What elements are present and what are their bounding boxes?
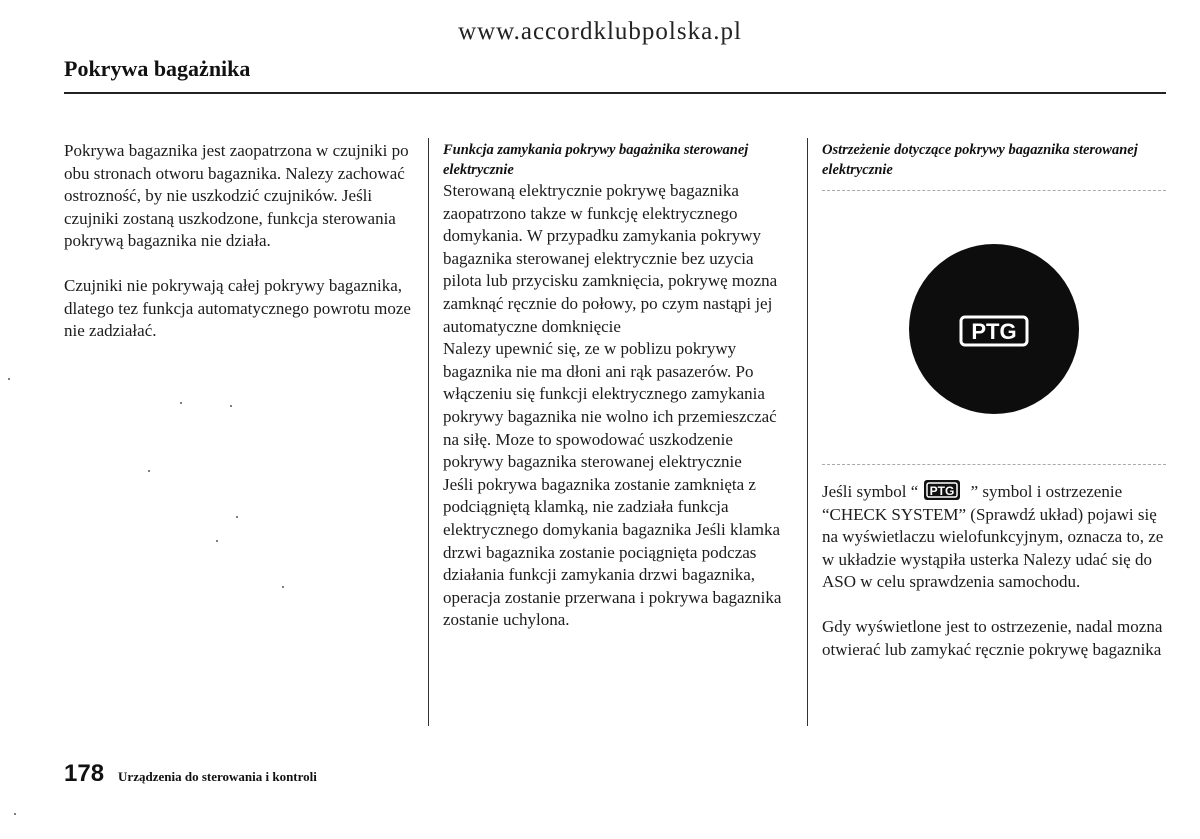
- symbol-text-suffix: ” symbol i ostrzezenie “CHECK SYSTEM” (Sprawdź układ) pojawi się na wyświetlaczu wielofunkcyjnym, oznacza to, ze w układzie wystąpiła usterka Nalezy udać się do ASO w celu sprawdzenia samochodu.: [822, 482, 1164, 592]
- column-1: [64, 140, 416, 343]
- column-3-body: [822, 480, 1166, 661]
- indicator-label: PTG: [971, 319, 1017, 344]
- paragraph: Jeśli pokrywa bagaznika zostanie zamknięta z podciągniętą klamką, nie zadziała funkcja elektrycznego domykania bagaznika Jeśli klamka drzwi bagaznika zostanie pociągnięta podczas działania funkcji zamykania drzwi bagaznika, operacja zostanie przerwana i pokrywa bagaznika zostanie uchylona.: [443, 474, 782, 630]
- figure-frame-bottom: [822, 464, 1166, 465]
- scan-speck: [8, 378, 10, 380]
- scan-speck: [216, 540, 218, 542]
- column-3: [822, 140, 1166, 180]
- column-2: [443, 140, 795, 632]
- scan-speck: [148, 470, 150, 472]
- ptg-warning-indicator-icon: [909, 244, 1079, 414]
- chapter-title: Urządzenia do sterowania i kontroli: [118, 769, 317, 784]
- column-divider: [428, 138, 429, 726]
- symbol-text-prefix: Jeśli symbol “: [822, 482, 919, 501]
- section-heading: Ostrzeżenie dotyczące pokrywy bagaznika sterowanej elektrycznie: [822, 142, 1138, 178]
- scan-speck: [180, 402, 182, 404]
- scan-speck: [230, 405, 232, 407]
- paragraph: Nalezy upewnić się, ze w poblizu pokrywy bagaznika nie ma dłoni ani rąk pasazerów. Po włączeniu się funkcji elektrycznego zamykania pokrywy bagaznika nie wolno ich przemieszczać na siłę. Moze to spowodować uszkodzenie pokrywy bagaznika sterowanej elektrycznie: [443, 339, 777, 472]
- figure-frame-top: [822, 190, 1166, 191]
- page-title: Pokrywa bagażnika: [64, 56, 251, 81]
- paragraph: Czujniki nie pokrywają całej pokrywy bagaznika, dlatego tez funkcja automatycznego powrotu moze nie zadziałać.: [64, 275, 411, 341]
- title-divider: [64, 92, 1166, 94]
- scan-speck: [14, 813, 16, 815]
- paragraph: Pokrywa bagaznika jest zaopatrzona w czujniki po obu stronach otworu bagaznika. Nalezy zachować ostrozność, by nie uszkodzić czujników. Jeśli czujniki zostaną uszkodzone, funkcja sterowania pokrywą bagaznika nie działa.: [64, 141, 409, 251]
- scan-speck: [236, 516, 238, 518]
- page-number: 178: [64, 760, 105, 787]
- section-heading: Funkcja zamykania pokrywy bagażnika sterowanej elektrycznie: [443, 142, 749, 178]
- column-divider: [807, 138, 808, 726]
- ptg-inline-icon: [924, 480, 960, 500]
- paragraph: Sterowaną elektrycznie pokrywę bagaznika zaopatrzono takze w funkcję elektrycznego domykania. W przypadku zamykania pokrywy bagaznika sterowanej elektrycznie bez uzycia pilota lub przycisku zamknięcia, pokrywę mozna zamknąć ręcznie do połowy, po czym nastąpi jej automatyczne domknięcie: [443, 181, 778, 336]
- scan-speck: [282, 586, 284, 588]
- inline-indicator-label: PTG: [930, 484, 955, 498]
- paragraph: Gdy wyświetlone jest to ostrzezenie, nadal mozna otwierać lub zamykać ręcznie pokrywę bagaznika: [822, 616, 1163, 659]
- paragraph: [822, 480, 1166, 594]
- watermark: www.accordklubpolska.pl: [458, 18, 742, 45]
- page-footer: [64, 760, 317, 788]
